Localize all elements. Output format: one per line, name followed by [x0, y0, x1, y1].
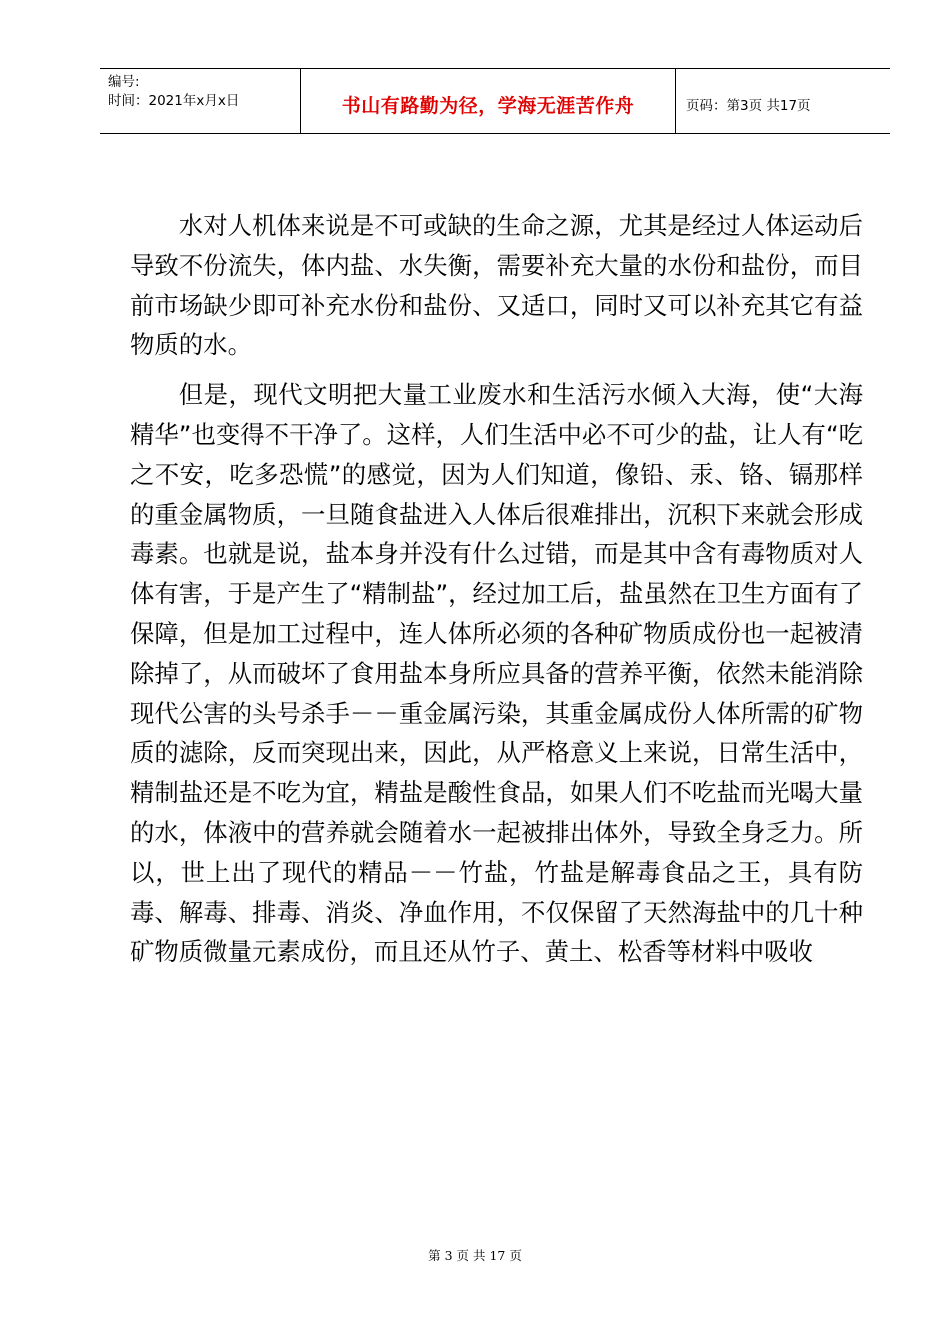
- document-body: [130, 206, 863, 982]
- header-meta: [100, 69, 301, 133]
- page-footer: 第 3 页 共 17 页: [428, 1248, 522, 1263]
- header-page-info-cell: [676, 69, 890, 133]
- header-page-info: 页码：第3页 共17页: [686, 98, 811, 114]
- page-header: [100, 68, 890, 134]
- document-time-label: 时间：2021年x月x日: [108, 93, 240, 109]
- body-paragraph: 但是，现代文明把大量工业废水和生活污水倾入大海，使“大海精华”也变得不干净了。这样，人们生活中必不可少的盐，让人有“吃之不安，吃多恐慌”的感觉，因为人们知道，像铅、汞、铬、镉那样的重金属物质，一旦随食盐进入人体后很难排出，沉积下来就会形成毒素。也就是说，盐本身并没有什么过错，而是其中含有毒物质对人体有害，于是产生了“精制盐”，经过加工后，盐虽然在卫生方面有了保障，但是加工过程中，连人体所必须的各种矿物质成份也一起被清除掉了，从而破坏了食用盐本身所应具备的营养平衡，依然未能消除现代公害的头号杀手－－重金属污染，其重金属成份人体所需的矿物质的滤除，反而突现出来，因此，从严格意义上来说，日常生活中，精制盐还是不吃为宜，精盐是酸性食品，如果人们不吃盐而光喝大量的水，体液中的营养就会随着水一起被排出体外，导致全身乏力。所以，世上出了现代的精品－－竹盐，竹盐是解毒食品之王，具有防毒、解毒、排毒、消炎、净血作用，不仅保留了天然海盐中的几十种矿物质微量元素成份，而且还从竹子、黄土、松香等材料中吸收: [130, 380, 863, 967]
- header-motto: 书山有路勤为径，学海无涯苦作舟: [341, 94, 635, 117]
- body-paragraph: 水对人机体来说是不可或缺的生命之源，尤其是经过人体运动后导致不份流失，体内盐、水失衡，需要补充大量的水份和盐份，而目前市场缺少即可补充水份和盐份、又适口，同时又可以补充其它有益物质的水。: [130, 211, 863, 360]
- header-motto-cell: [301, 69, 676, 133]
- document-number-label: 编号:: [108, 74, 140, 90]
